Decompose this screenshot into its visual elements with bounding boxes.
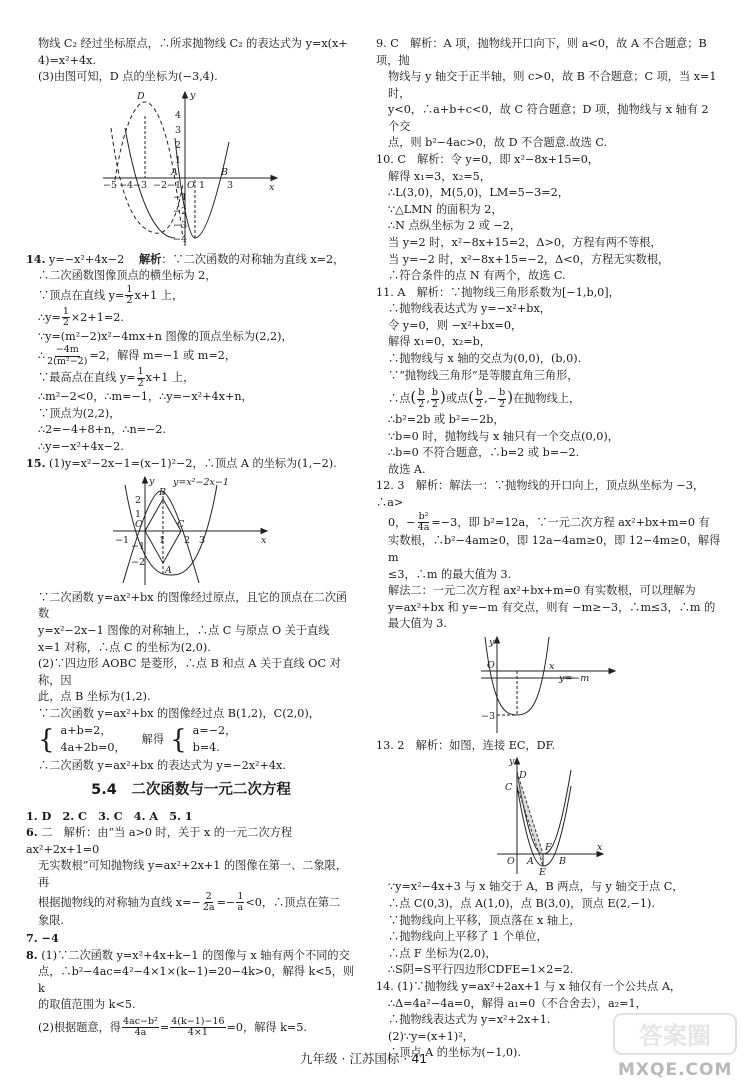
- tick-label: 1: [175, 154, 182, 166]
- tick-label: 4: [175, 109, 182, 121]
- text-line: ∴符合条件的点 N 有两个，故选 C.: [388, 269, 566, 283]
- text-line: ∴y=−x²+4x−2.: [38, 439, 124, 453]
- question-14: 14. (1)∵抛物线 y=ax²+2ax+1 与 x 轴仅有一个公共点 A，: [376, 979, 682, 993]
- text-line: 的取值范围为 k<5.: [38, 998, 136, 1012]
- fraction: $\frac{2}{2a}$: [202, 890, 215, 913]
- question-13: 13. 2 解析：如图，连接 EC，DF.: [376, 738, 556, 752]
- question-8: 8. (1)∵二次函数 y=x²+4x+k−1 的图像与 x 轴有两个不同的交: [26, 947, 350, 962]
- text-line: 当 y=2 时，x²−8x+15=2，Δ>0，方程有两不等根，: [388, 235, 662, 249]
- figure-rhombus-parabola: [111, 475, 271, 587]
- text-line: ∴抛物线与 x 轴的交点为(0,0)，(b,0).: [388, 351, 582, 365]
- watermark-text: MXQE.COM: [618, 1060, 733, 1080]
- text-line: (3)由图可知，D 点的坐标为(−3,4).: [38, 70, 218, 84]
- text-line: (2)∵四边形 AOBC 是菱形，∴点 B 和点 A 关于直线 OC 对称，因: [38, 657, 341, 687]
- question-7: 7. −4: [26, 931, 59, 946]
- tick-label: 1: [135, 508, 142, 520]
- text-line: ∵顶点为(2,2)，: [38, 406, 121, 420]
- analysis-label: 解析: [138, 251, 162, 266]
- section-title: 5.4 二次函数与一元二次方程: [91, 782, 291, 799]
- text-line: 无实数根”可知抛物线 y=ax²+2x+1 的图像在第一、二象限，再: [38, 859, 348, 889]
- text-line: ∵△LMN 的面积为 2，: [388, 202, 503, 216]
- figure-parabola-line: [479, 635, 619, 735]
- text-line: ∴2=−4+8+n，∴n=−2.: [38, 423, 167, 437]
- label-point-e: E: [538, 867, 546, 877]
- fraction: $\frac{-4m}{\text{2(m²−2)}}$: [47, 344, 88, 367]
- text-line: ∴点 F 坐标为(2,0)，: [388, 946, 497, 960]
- text-line: 4)=x²+4x.: [38, 53, 97, 67]
- label-point-b: B: [221, 166, 228, 178]
- text-line: ∵二次函数 y=ax²+bx 的图像经过原点，且它的顶点在二次函数: [38, 590, 348, 621]
- tick-label: −5: [103, 179, 118, 191]
- text-line: 实数根，∴b²−4am≥0，即 12a−4am≥0，即 12−4m≥0，解得 m: [388, 534, 721, 564]
- text-line: 点，∴b²−4ac=4²−4×1×(k−1)=20−4k>0，解得 k<5，则 k: [38, 965, 355, 995]
- tick-label: −1: [173, 191, 188, 203]
- text-line: ∵最高点在直线 y= $\frac{1}{2}$ x+1 上，: [38, 366, 195, 389]
- label-point-a: A: [165, 564, 172, 576]
- tick-label: 3: [199, 534, 206, 546]
- question-12: 12. 3 解析：解法一：∵抛物线的开口向上，顶点纵坐标为 −3，∴a>: [376, 479, 705, 509]
- tick-label: −2: [153, 179, 168, 191]
- tick-label: −3: [480, 710, 495, 722]
- axis-x-label: x: [548, 660, 554, 672]
- label-point-a: A: [526, 856, 534, 868]
- fraction: $\frac{1}{2}$: [137, 366, 144, 389]
- text-line: y<0，∴a+b+c<0，故 C 符合题意；D 项，抛物线与 x 轴有 2 个交: [388, 103, 709, 133]
- text-line: ∵二次函数 y=ax²+bx 的图像经过点 B(1,2)，C(2,0)，: [38, 706, 320, 720]
- equation-system: { a+b=2， 4a+2b=0， 解得 { a=−2， b=4.: [38, 724, 237, 756]
- axis-x-label: x: [596, 842, 602, 854]
- fraction: $\frac{\text{4ac−b²}}{4a}$: [122, 1015, 158, 1039]
- axis-y-label: y: [508, 756, 514, 768]
- question-15: 15. (1)y=x²−2x−1=(x−1)²−2，∴顶点 A 的坐标为(1,−2).: [26, 456, 337, 471]
- text-line: 点，则 b²−4ac>0，故 D 不合题意.故选 C.: [388, 136, 608, 150]
- tick-label: −2: [173, 205, 188, 217]
- tick-label: 2: [184, 534, 191, 546]
- fraction: $\frac{1}{2}$: [126, 283, 133, 307]
- curve-equation: y=x²−2x−1: [173, 476, 229, 488]
- text-line: 物线与 y 轴交于正半轴，则 c>0，故 B 不合题意；C 项，当 x=1 时，: [388, 70, 717, 100]
- text-line: ∴二次函数 y=ax²+bx 的表达式为 y=−2x²+4x.: [38, 758, 286, 772]
- text-line: (2)∵y=(x+1)²，: [388, 1029, 474, 1043]
- tick-label: −4: [173, 233, 188, 245]
- axis-y-label: y: [149, 475, 155, 487]
- label-point-a: A: [171, 166, 178, 178]
- question-10: 10. C 解析：令 y=0，即 x²−8x+15=0，: [376, 153, 600, 167]
- label-point-b: B: [159, 486, 166, 498]
- text-line: ∵y=(m²−2)x²−4mx+n 图像的顶点坐标为(2,2)，: [38, 329, 293, 343]
- text-line: 故选 A.: [388, 462, 426, 476]
- text-line: y=x²−2x−1 图像的对称轴上，∴点 C 与原点 O 关于直线: [38, 624, 330, 638]
- tick-label: 2: [135, 494, 142, 506]
- text-line: ∴y= $\frac{1}{2}$ ×2+1=2.: [38, 305, 124, 329]
- figure-parabolas-d: [101, 88, 281, 248]
- tick-label: −1: [167, 179, 182, 191]
- fraction: $\frac{4(k-1)-16}{4\times 1}$: [171, 1015, 225, 1039]
- question-14: [26, 251, 356, 269]
- text: ：∵二次函数的对称轴为直线 x=2，: [161, 252, 345, 266]
- text-line: 解得 x₁=0，x₂=b，: [388, 335, 491, 349]
- text-line: y=ax²+bx 和 y=−m 有交点，则有 −m≥−3，∴m≤3，∴m 的: [388, 600, 716, 614]
- text-line: ∴N 点纵坐标为 2 或 −2，: [388, 219, 522, 233]
- text-line: 最大值为 3.: [388, 617, 447, 631]
- fraction: $\frac{1}{2}$: [62, 305, 69, 329]
- text-line: ∵抛物线向上平移，顶点落在 x 轴上，: [388, 913, 581, 927]
- label-point-d: D: [137, 90, 145, 102]
- line-label: y=−m: [558, 672, 589, 684]
- shaded-region: [517, 772, 543, 866]
- text-line: 象限.: [38, 914, 64, 928]
- origin-label: O: [506, 856, 515, 868]
- tick-label: 2: [175, 139, 182, 151]
- origin-label: O: [187, 179, 195, 191]
- text-line: ∴二次函数图像顶点的横坐标为 2，: [38, 269, 217, 283]
- question-6: 6. 二 解析：由“当 a>0 时，关于 x 的一元二次方程 ax²+2x+1=0: [26, 825, 293, 856]
- label-point-f: F: [544, 842, 552, 854]
- text-line: ∴顶点 A 的坐标为(−1,0).: [388, 1046, 521, 1060]
- origin-label: O: [135, 518, 143, 530]
- axis-y-label: y: [488, 636, 494, 648]
- label-point-c: C: [177, 518, 185, 530]
- label-point-b: B: [558, 856, 566, 868]
- text-line: ∴Δ=4a²−4a=0，解得 a₁=0（不合舍去），a₂=1，: [388, 996, 647, 1010]
- tick-label: 3: [227, 179, 234, 191]
- text-line: ∴m²−2<0，∴m=−1，∴y=−x²+4x+n，: [38, 389, 253, 403]
- text-line: 此，点 B 坐标为(1,2).: [38, 690, 151, 704]
- text-line: ∴抛物线表达式为 y=x²+2x+1.: [388, 1013, 551, 1027]
- text-line: ∴S阴=S平行四边形CDFE=1×2=2.: [388, 963, 574, 977]
- tick-label: 1: [199, 179, 206, 191]
- text-line: ∴点( $\frac{b}{2}$ , $\frac{b}{2}$ )或点( $\frac{b}{2}$ ,− $\frac{b}{2}$ )在抛物线上，: [388, 387, 581, 410]
- tick-label: 3: [175, 124, 182, 136]
- text-line: 0，− $\frac{\text{b²}}{4a}$ =−3，即 b²=12a，∵一元二次方程 ax²+bx+m=0 有: [388, 510, 710, 533]
- label-point-c: C: [504, 782, 512, 794]
- answers-1-5: 1. D 2. C 3. C 4. A 5. 1: [26, 808, 193, 823]
- text-line: ∴b²=2b 或 b²=−2b，: [388, 413, 505, 427]
- fraction: $\frac{\text{b²}}{4a}$: [417, 510, 430, 533]
- text-line: ∴L(3,0)，M(5,0)，LM=5−3=2，: [388, 186, 569, 200]
- text-line: x=1 对称，∴点 C 的坐标为(2,0).: [38, 640, 211, 654]
- text-line: ∵顶点在直线 y= $\frac{1}{2}$ x+1 上，: [38, 283, 184, 307]
- text-line: ∴点 C(0,3)，点 A(1,0)，点 B(3,0)，顶点 E(2,−1).: [388, 897, 655, 911]
- tick-label: −1: [131, 540, 146, 552]
- label-point-d: D: [518, 770, 527, 782]
- question-number: 14.: [26, 251, 46, 266]
- text-line: ∴b=0 不符合题意，∴b=2 或 b=−2.: [388, 446, 580, 460]
- tick-label: −3: [173, 219, 188, 231]
- figure-parallelogram: [489, 756, 609, 876]
- text-line: ∴抛物线表达式为 y=−x²+bx，: [388, 302, 551, 316]
- text-line: (2)根据题意，得 $\frac{\text{4ac−b²}}{4a}$ = $\frac{4(k-1)-16}{4\times 1}$ =0，解得 k=5.: [38, 1015, 307, 1039]
- text-line: ∴抛物线向上平移了 1 个单位，: [388, 930, 548, 944]
- axis-x-label: x: [261, 534, 267, 546]
- tick-label: −2: [131, 556, 146, 568]
- text-line: 令 y=0，则 −x²+bx=0，: [388, 318, 523, 332]
- text-line: 物线 C₂ 经过坐标原点，∴所求抛物线 C₂ 的表达式为 y=x(x+: [38, 37, 348, 50]
- origin-label: O: [486, 659, 495, 671]
- tick-label: −3: [133, 179, 148, 191]
- question-11: 11. A 解析：∵抛物线三角形系数为[−1,b,0]，: [376, 285, 620, 299]
- tick-label: 1: [159, 534, 166, 546]
- tick-label: −1: [115, 534, 130, 546]
- text-line: 解得 x₁=3，x₂=5，: [388, 169, 491, 183]
- question-number: 15.: [26, 456, 46, 471]
- text-line: ≤3，∴m 的最大值为 3.: [388, 567, 512, 581]
- page-footer: 九年级 · 江苏国标 · 41: [300, 1051, 428, 1066]
- text-line: 解法二：一元二次方程 ax²+bx+m=0 有实数根，可以理解为: [388, 584, 696, 598]
- left-column: [26, 36, 356, 1039]
- text-line: ∵b=0 时，抛物线与 x 轴只有一个交点(0,0)，: [388, 429, 619, 443]
- answer: y=−x²+4x−2: [49, 252, 125, 266]
- text-line: 当 y=−2 时，x²−8x+15=−2，Δ<0，方程无实数根，: [388, 252, 670, 266]
- text-line: ∵y=x²−4x+3 与 x 轴交于 A，B 两点，与 y 轴交于点 C，: [388, 880, 684, 894]
- axis-y-label: y: [190, 89, 196, 101]
- text-line: ∴ $\frac{-4m}{\text{2(m²−2)}}$ =2，解得 m=−1 或 m=2，: [38, 344, 237, 367]
- watermark-top: 答案圈: [639, 1022, 711, 1050]
- fraction: $\frac{1}{a}$: [237, 890, 244, 913]
- tick-label: −4: [119, 179, 134, 191]
- question-9: 9. C 解析：A 项，抛物线开口向下，则 a<0，故 A 不合题意；B 项，抛: [376, 37, 707, 67]
- text-line: ∵“抛物线三角形”是等腰直角三角形，: [388, 368, 579, 382]
- text-line: 根据抛物线的对称轴为直线 x=− $\frac{2}{2a}$ =− $\frac{1}{a}$ <0，∴顶点在第二: [38, 890, 341, 913]
- right-column: [376, 36, 721, 1062]
- axis-x-label: x: [269, 181, 275, 193]
